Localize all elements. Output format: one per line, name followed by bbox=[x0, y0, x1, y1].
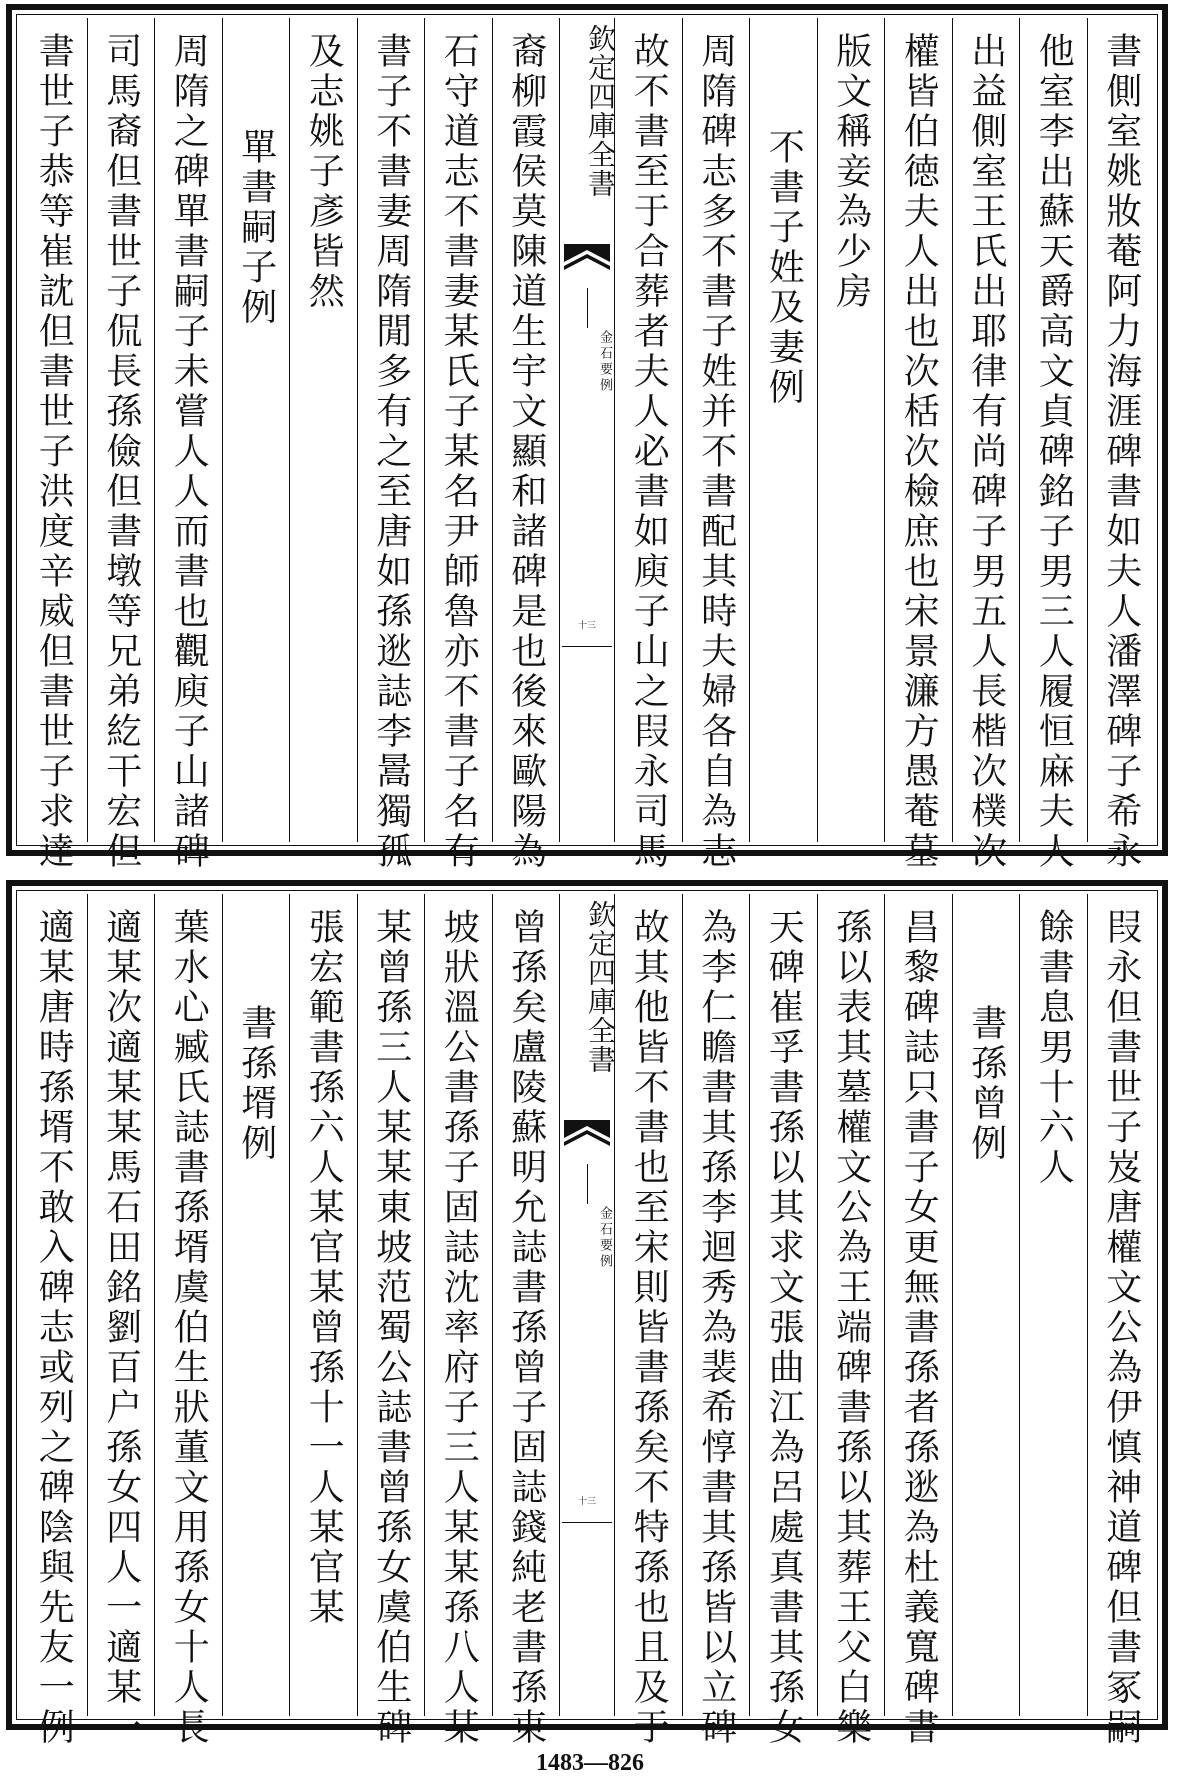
column-text: 故不書至于合葬者夫人必書如庾子山之叚永司馬 bbox=[628, 32, 670, 872]
column-text: 叚永但書世子岌唐權文公為伊慎神道碑但書冢嗣 bbox=[1100, 908, 1142, 1748]
section-heading: 不書子姓及妻例 bbox=[763, 128, 805, 408]
text-column bbox=[289, 18, 357, 842]
text-column bbox=[154, 894, 222, 1748]
gutter-book-name: 金石要例 bbox=[597, 330, 612, 394]
section-heading-column bbox=[749, 18, 817, 842]
column-text: 司馬裔但書世子侃長孫儉但書墩等兄弟紇干宏但 bbox=[100, 32, 142, 872]
column-text: 裔柳霞侯莫陳道生宇文顯和諸碑是也後來歐陽為 bbox=[505, 32, 547, 872]
center-gutter bbox=[559, 18, 617, 842]
text-column bbox=[614, 894, 682, 1748]
gutter-rule bbox=[562, 1522, 612, 1523]
column-text: 曾孫矣盧陵蘇明允誌書孫曾子固誌錢純老書孫東 bbox=[505, 908, 547, 1748]
section-heading: 書孫曾例 bbox=[965, 1004, 1007, 1164]
text-column bbox=[1019, 894, 1087, 1716]
text-column bbox=[289, 894, 357, 1716]
section-heading-column bbox=[952, 894, 1020, 1716]
column-text: 某曾孫三人某某東坡范蜀公誌書曾孫女虞伯生碑 bbox=[370, 908, 412, 1748]
column-text: 天碑崔孚書孫以其求文張曲江為呂處真書其孫女 bbox=[763, 908, 805, 1748]
column-text: 為李仁瞻書其孫李迴秀為裴希惇書其孫皆以立碑 bbox=[695, 908, 737, 1748]
column-text: 適某唐時孫壻不敢入碑志或列之碑陰與先友一例 bbox=[33, 908, 75, 1748]
text-column bbox=[817, 894, 885, 1748]
text-column bbox=[20, 894, 87, 1748]
page-footer-number: 1483—826 bbox=[536, 1750, 644, 1776]
gutter-line bbox=[587, 1164, 588, 1204]
page-panel-bottom bbox=[6, 880, 1168, 1748]
gutter-title: 欽定四庫全書 bbox=[584, 24, 617, 198]
text-column bbox=[492, 18, 560, 872]
center-gutter bbox=[559, 894, 617, 1716]
gutter-page-number: 十三 bbox=[577, 621, 596, 631]
text-column bbox=[424, 18, 492, 872]
column-text: 書側室姚妝菴阿力海涯碑書如夫人潘澤碑子希永 bbox=[1100, 32, 1142, 872]
text-column bbox=[87, 18, 155, 872]
column-text: 書世子恭等崔訦但書世子洪度辛威但書世子求達 bbox=[33, 32, 75, 872]
text-column bbox=[1087, 18, 1155, 872]
column-grid bbox=[20, 18, 1154, 872]
column-grid bbox=[20, 894, 1154, 1748]
text-column bbox=[952, 18, 1020, 872]
column-text: 周隋碑志多不書子姓并不書配其時夫婦各自為志 bbox=[695, 32, 737, 872]
text-column bbox=[682, 18, 750, 872]
text-column bbox=[20, 18, 87, 872]
column-text: 他室李出蘇天爵高文貞碑銘子男三人履恒麻夫人 bbox=[1033, 32, 1075, 872]
column-text: 葉水心臧氏誌書孫壻虞伯生狀董文用孫女十人長 bbox=[168, 908, 210, 1748]
section-heading-column bbox=[222, 18, 290, 842]
text-column bbox=[1087, 894, 1155, 1748]
text-column bbox=[817, 18, 885, 842]
fish-tail-icon bbox=[564, 1120, 610, 1160]
section-heading-column bbox=[222, 894, 290, 1716]
gutter-page-number: 十三 bbox=[577, 1497, 596, 1507]
column-text: 適某次適某某馬石田銘劉百户孫女四人一適某一 bbox=[100, 908, 142, 1748]
column-text: 故其他皆不書也至宋則皆書孫矣不特孫也且及于 bbox=[628, 908, 670, 1748]
section-heading: 單書嗣子例 bbox=[235, 128, 277, 328]
section-heading: 書孫壻例 bbox=[235, 1004, 277, 1164]
column-text: 版文稱妾為少房 bbox=[830, 32, 872, 312]
gutter-line bbox=[587, 288, 588, 328]
column-text: 出益側室王氏出耶律有尚碑子男五人長楷次樸次 bbox=[965, 32, 1007, 872]
text-column bbox=[614, 18, 682, 872]
text-column bbox=[1019, 18, 1087, 872]
text-column bbox=[884, 18, 952, 872]
text-column bbox=[87, 894, 155, 1748]
text-column bbox=[492, 894, 560, 1748]
column-text: 及志姚子彥皆然 bbox=[303, 32, 345, 312]
column-text: 書子不書妻周隋閒多有之至唐如孫逖誌李暠獨孤 bbox=[370, 32, 412, 872]
column-text: 昌黎碑誌只書子女更無書孫者孫逖為杜義寬碑書 bbox=[898, 908, 940, 1748]
gutter-title: 欽定四庫全書 bbox=[584, 900, 617, 1074]
text-column bbox=[357, 18, 425, 872]
text-column bbox=[682, 894, 750, 1748]
text-column bbox=[154, 18, 222, 872]
fish-tail-icon bbox=[564, 244, 610, 284]
column-text: 周隋之碑單書嗣子未嘗人人而書也觀庾子山諸碑 bbox=[168, 32, 210, 872]
column-text: 坡狀溫公書孫子固誌沈率府子三人某某孫八人某 bbox=[438, 908, 480, 1748]
column-text: 孫以表其墓權文公為王端碑書孫以其葬王父白樂 bbox=[830, 908, 872, 1748]
column-text: 權皆伯徳夫人出也次栝次檢庶也宋景濂方愚菴墓 bbox=[898, 32, 940, 872]
column-text: 張宏範書孫六人某官某曾孫十一人某官某 bbox=[303, 908, 345, 1628]
column-text: 石守道志不書妻某氏子某名尹師魯亦不書子名有 bbox=[438, 32, 480, 872]
gutter-book-name: 金石要例 bbox=[597, 1206, 612, 1270]
text-column bbox=[424, 894, 492, 1748]
text-column bbox=[884, 894, 952, 1748]
text-column bbox=[357, 894, 425, 1748]
gutter-rule bbox=[562, 646, 612, 647]
text-column bbox=[749, 894, 817, 1748]
page-panel-top bbox=[6, 4, 1168, 872]
column-text: 餘書息男十六人 bbox=[1033, 908, 1075, 1188]
